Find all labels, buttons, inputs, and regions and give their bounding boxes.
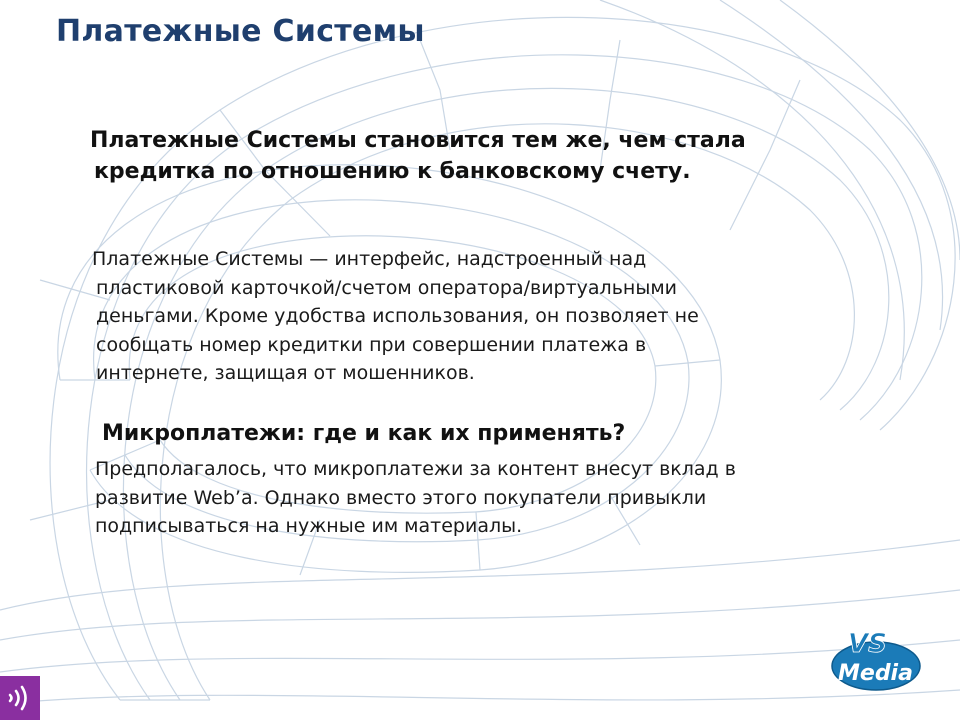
micropayments-line: развитие Web’a. Однако вместо этого покупатели привыкли xyxy=(95,486,707,509)
micropayments-line: подписываться на нужные им материалы. xyxy=(95,515,523,537)
definition-line: пластиковой карточкой/счетом оператора/виртуальными xyxy=(96,276,678,299)
definition-line: сообщать номер кредитки при совершении платежа в xyxy=(96,333,647,356)
lead-line-2: кредитка по отношению к банковскому счету. xyxy=(94,159,691,184)
logo-text-media: Media xyxy=(838,661,913,686)
sound-waves-badge xyxy=(0,676,40,720)
definition-paragraph xyxy=(92,245,882,388)
definition-line: деньгами. Кроме удобства использования, он позволяет не xyxy=(96,305,699,327)
lead-statement xyxy=(90,125,850,187)
vs-media-logo xyxy=(828,622,924,694)
micropayments-paragraph xyxy=(95,455,895,541)
logo-text-vs: VS xyxy=(848,629,887,659)
lead-line-1: Платежные Системы становится тем же, чем стала xyxy=(90,128,746,153)
definition-line: Платежные Системы — интерфейс, надстроенный над xyxy=(92,248,647,270)
definition-line: интернете, защищая от мошенников. xyxy=(96,362,475,384)
sound-waves-icon xyxy=(6,685,34,711)
micropayments-line: Предполагалось, что микроплатежи за контент внесут вклад в xyxy=(95,458,736,480)
slide-title: Платежные Системы xyxy=(56,14,425,49)
micropayments-heading: Микроплатежи: где и как их применять? xyxy=(102,421,626,446)
